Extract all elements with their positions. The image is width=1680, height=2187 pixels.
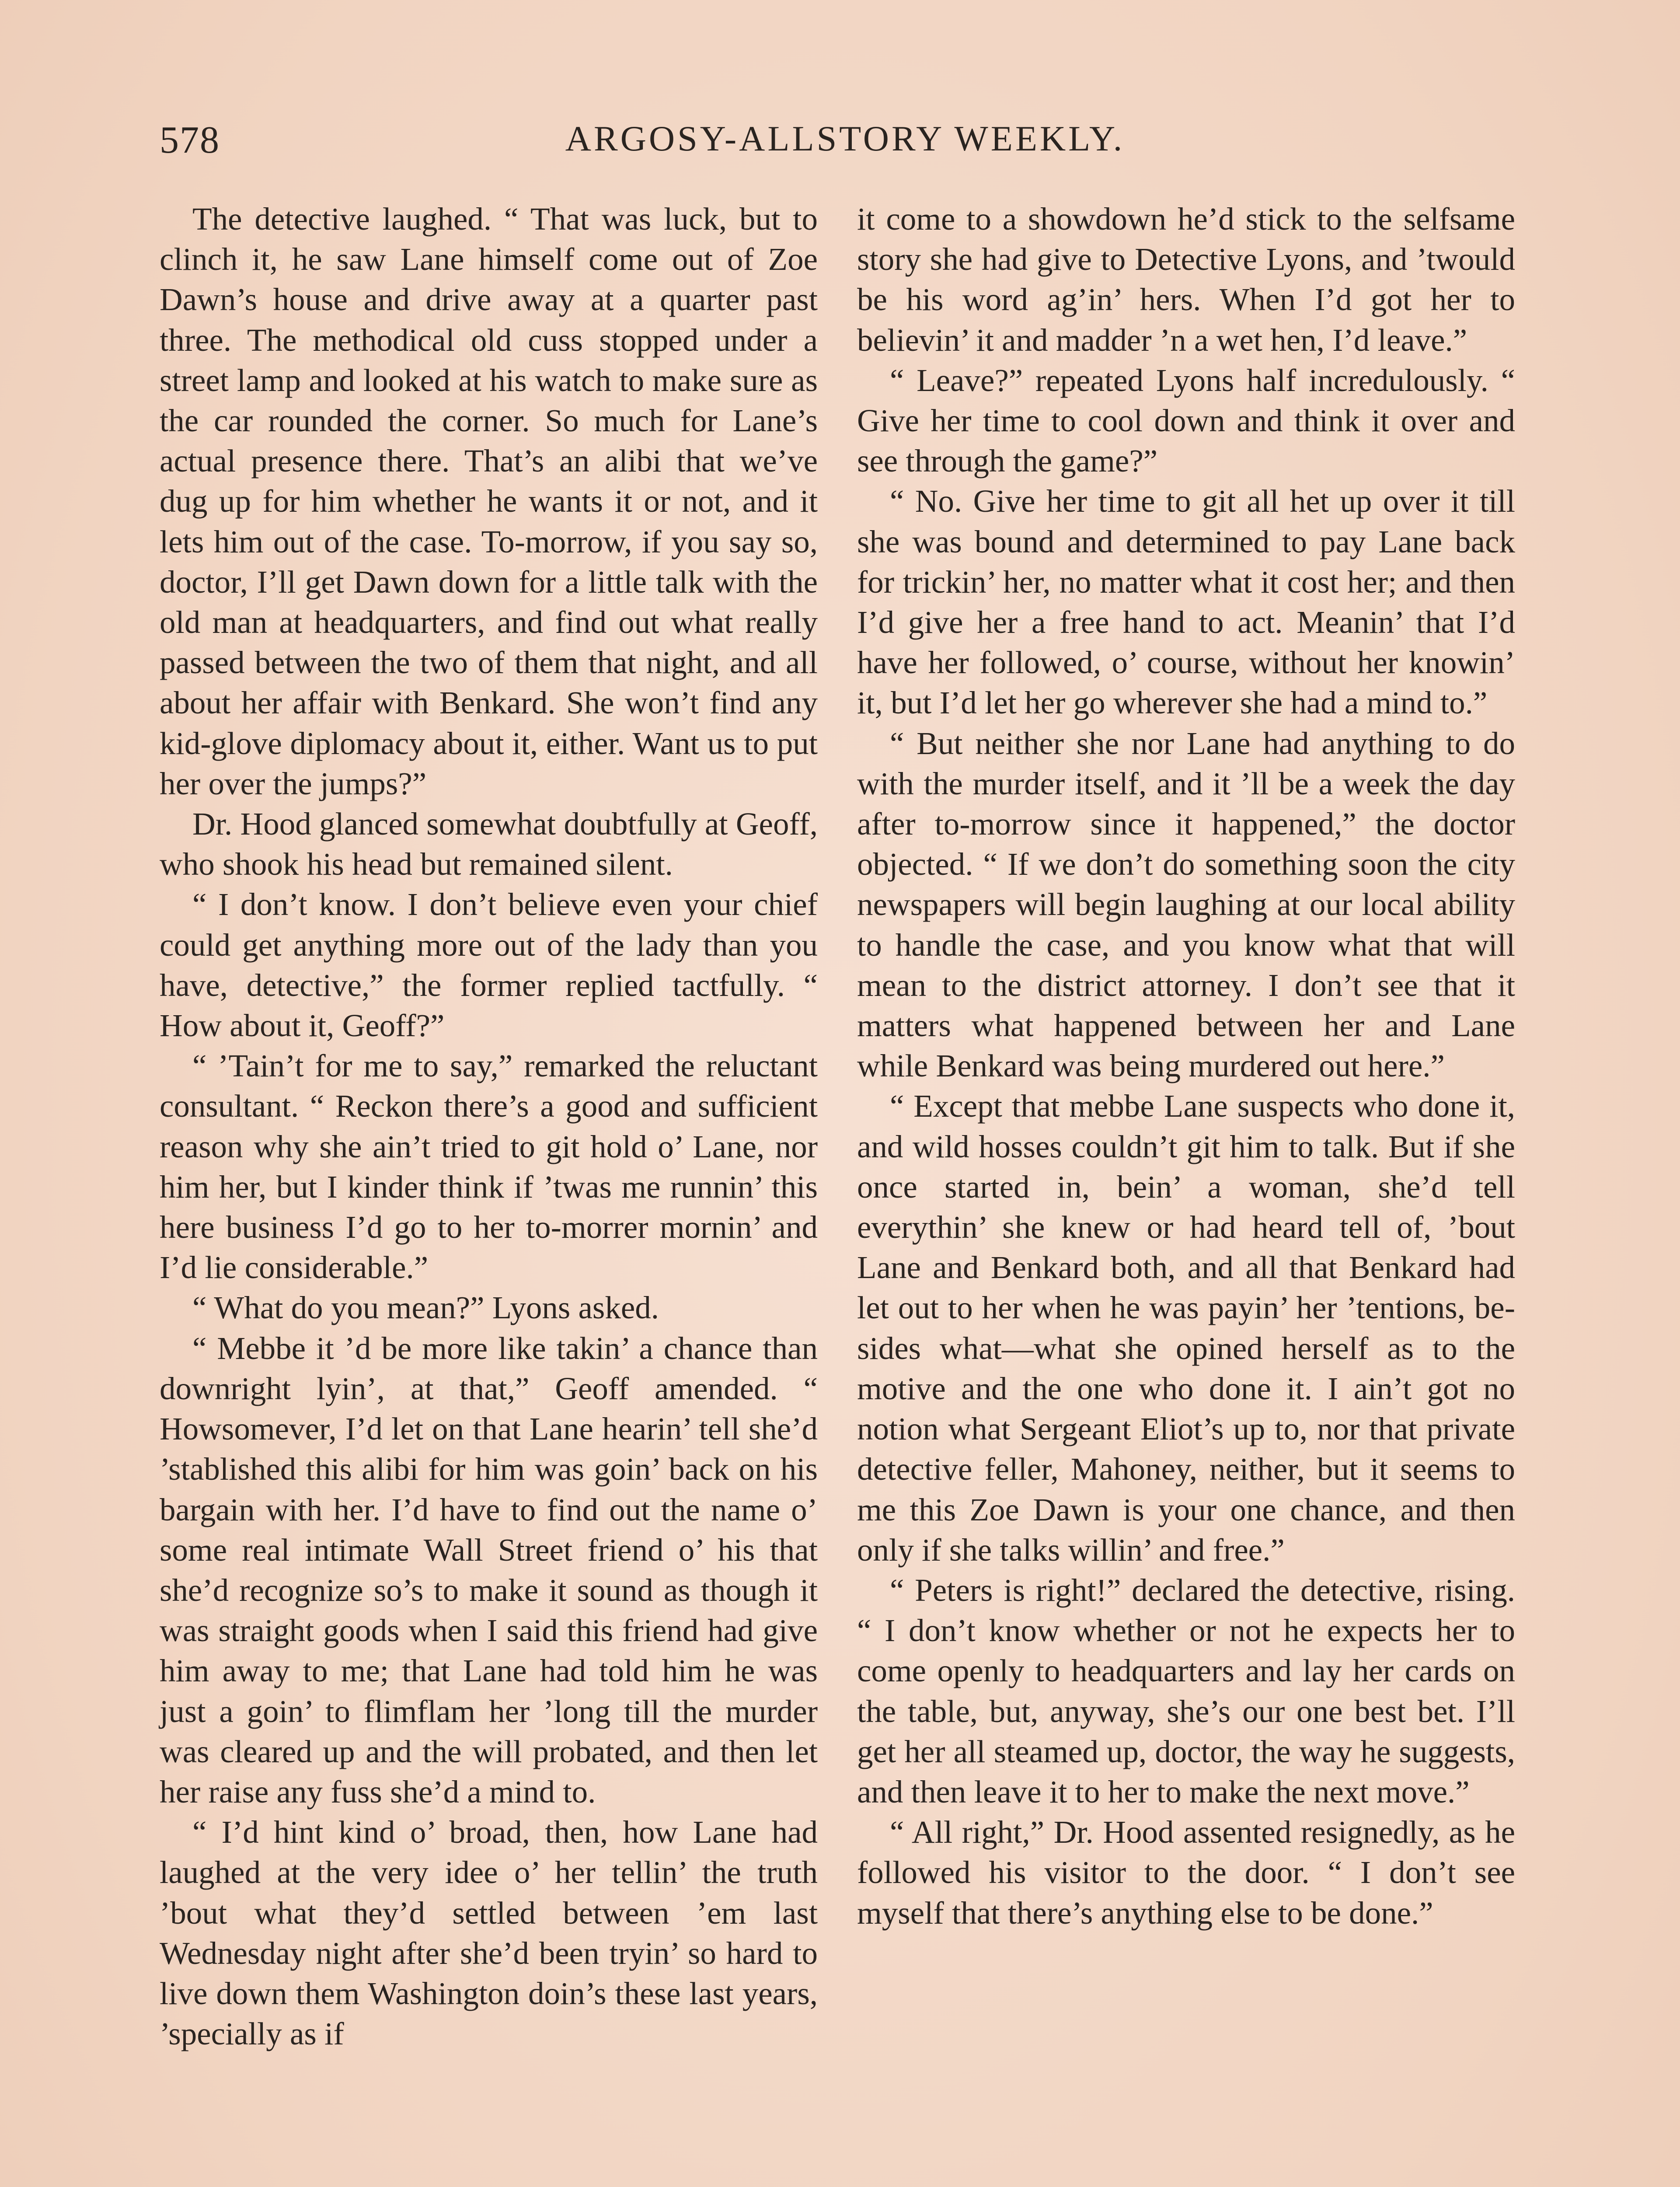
- paragraph: “ All right,” Dr. Hood assented resignedly, as he followed his visitor to the door. “ I don’t see myself that there’s anything else to be done.”: [857, 1814, 1515, 1931]
- paragraph: Dr. Hood glanced somewhat doubtfully at Geoff, who shook his head but remained silent.: [160, 806, 818, 882]
- paragraph: The detective laughed. “ That was luck, but to clinch it, he saw Lane himself come out of Zoe Dawn’s house and drive away at a quarter past three. The methodical old cuss stopped under a street lamp and looked at his watch to make sure as the car rounded the corner. So much for Lane’s actual presence there. That’s an alibi that we’ve dug up for him whether he wants it or not, and it lets him out of the case. To-morrow, if you say so, doctor, I’ll get Dawn down for a little talk with the old man at headquarters, and find out what really passed between the two of them that night, and all about her affair with Benkard. She won’t find any kid-glove diplomacy about it, either. Want us to put her over the jumps?”: [160, 201, 818, 801]
- paragraph: “ Mebbe it ’d be more like takin’ a chance than downright lyin’, at that,” Geoff amended. “ Howsomever, I’d let on that Lane hearin’ tell she’d ’stablished this alibi for him was goin’ back on his bargain with her. I’d have to find out the name o’ some real intimate Wall Street friend o’ his that she’d recognize so’s to make it sound as though it was straight goods when I said this friend had give him away to me; that Lane had told him he was just a goin’ to flimflam her ’long till the murder was cleared up and the will probated, and then let her raise any fuss she’d a mind to.: [160, 1330, 818, 1810]
- paragraph-continued: it come to a showdown he’d stick to the selfsame story she had give to Detective Lyons, and ’twould be his word ag’in’ hers. When I’d got her to believin’ it and madder ’n a wet hen, I’d leave.”: [857, 201, 1515, 358]
- paragraph: “ Leave?” repeated Lyons half incredulously. “ Give her time to cool down and think it over and see through the game?”: [857, 362, 1515, 479]
- paragraph: “ But neither she nor Lane had anything to do with the murder itself, and it ’ll be a week the day after to-morrow since it happened,” the doctor objected. “ If we don’t do something soon the city newspapers will begin laughing at our local ability to handle the case, and you know what that will mean to the district attorney. I don’t see that it matters what happened between her and Lane while Benkard was being murdered out here.”: [857, 725, 1515, 1084]
- right-column: [857, 199, 1515, 1933]
- paragraph: “ Except that mebbe Lane suspects who done it, and wild hosses couldn’t git him to talk. But if she once started in, bein’ a woman, she’d tell everythin’ she knew or had heard tell of, ’bout Lane and Benkard both, and all that Benkard had let out to her when he was payin’ her ’tentions, besides what—what she opined herself as to the motive and the one who done it. I ain’t got no notion what Sergeant Eliot’s up to, nor that private detective feller, Mahoney, neither, but it seems to me this Zoe Dawn is your one chance, and then only if she talks willin’ and free.”: [857, 1088, 1515, 1568]
- paragraph: “ I’d hint kind o’ broad, then, how Lane had laughed at the very idee o’ her tellin’ the truth ’bout what they’d settled between ’em last Wednesday night after she’d been tryin’ so hard to live down them Washington doin’s these last years, ’specially as if: [160, 1814, 818, 2052]
- paragraph: “ No. Give her time to git all het up over it till she was bound and determined to pay Lane back for trickin’ her, no matter what it cost her; and then I’d give her a free hand to act. Meanin’ that I’d have her followed, o’ course, without her knowin’ it, but I’d let her go wherever she had a mind to.”: [857, 483, 1515, 721]
- paragraph: “ I don’t know. I don’t believe even your chief could get anything more out of the lady than you have, detective,” the former replied tactfully. “ How about it, Geoff?”: [160, 887, 818, 1044]
- page-header: [160, 118, 1530, 175]
- paragraph: “ What do you mean?” Lyons asked.: [192, 1290, 659, 1326]
- running-head: ARGOSY-ALLSTORY WEEKLY.: [565, 119, 1125, 158]
- paragraph: “ ’Tain’t for me to say,” remarked the reluctant consultant. “ Reckon there’s a good and sufficient reason why she ain’t tried to git hold o’ Lane, nor him her, but I kinder think if ’twas me runnin’ this here business I’d go to her to-morrer mornin’ and I’d lie considerable.”: [160, 1048, 818, 1286]
- paragraph: “ Peters is right!” declared the detective, rising. “ I don’t know whether or not he expects her to come openly to headquarters and lay her cards on the table, but, anyway, she’s our one best bet. I’ll get her all steamed up, doctor, the way he suggests, and then leave it to her to make the next move.”: [857, 1572, 1515, 1810]
- page-number: 578: [160, 119, 220, 161]
- left-column: [160, 199, 818, 2054]
